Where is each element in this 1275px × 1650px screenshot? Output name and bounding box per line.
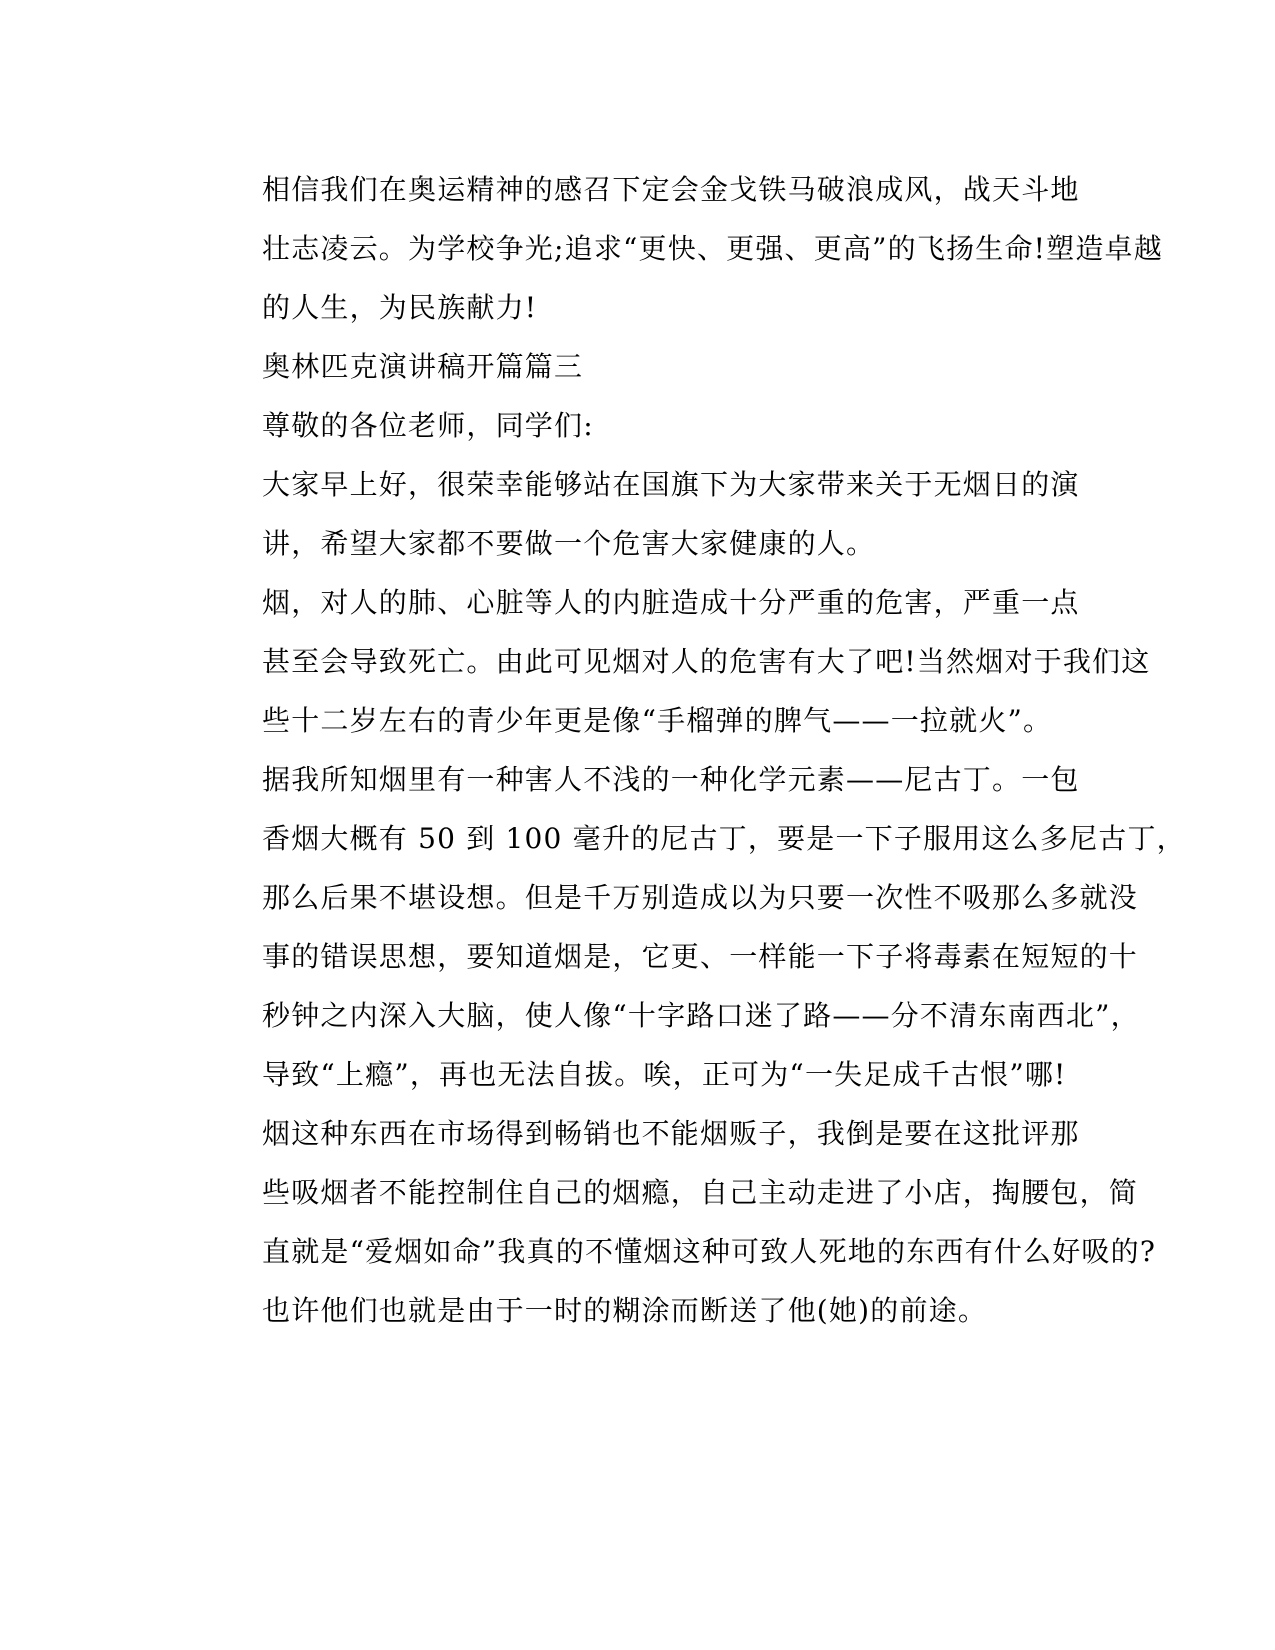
text-line: 大家早上好，很荣幸能够站在国旗下为大家带来关于无烟日的演 [262, 468, 1080, 501]
section-heading [188, 337, 1074, 396]
paragraph-nicotine [188, 750, 1186, 1104]
document-body [188, 160, 1186, 1340]
text-line: 的人生，为民族献力! [262, 291, 538, 324]
text-line: 那么后果不堪设想。但是千万别造成以为只要一次性不吸那么多就没 [262, 881, 1139, 914]
heading-text: 奥林匹克演讲稿开篇篇三 [262, 350, 584, 383]
text-line: 讲，希望大家都不要做一个危害大家健康的人。 [262, 527, 876, 560]
paragraph-olympic-spirit [188, 160, 1163, 337]
text-line: 相信我们在奥运精神的感召下定会金戈铁马破浪成风，战天斗地 [262, 173, 1080, 206]
text-line: 事的错误思想，要知道烟是，它更、一样能一下子将毒素在短短的十 [262, 940, 1139, 973]
salutation [188, 396, 1074, 455]
text-line: 秒钟之内深入大脑，使人像“十字路口迷了路——分不清东南西北”， [262, 999, 1140, 1032]
text-line: 导致“上瘾”，再也无法自拔。唉，正可为“一失足成千古恨”哪! [262, 1058, 1067, 1091]
text-line: 据我所知烟里有一种害人不浅的一种化学元素——尼古丁。一包 [262, 763, 1080, 796]
text-line: 壮志凌云。为学校争光;追求“更快、更强、更高”的飞扬生命!塑造卓越 [262, 232, 1163, 265]
paragraph-harm [188, 573, 1151, 750]
salutation-text: 尊敬的各位老师，同学们: [262, 409, 594, 442]
text-line: 甚至会导致死亡。由此可见烟对人的危害有大了吧!当然烟对于我们这 [262, 645, 1151, 678]
text-line: 直就是“爱烟如命”我真的不懂烟这种可致人死地的东西有什么好吸的? [262, 1235, 1157, 1268]
text-line: 烟，对人的肺、心脏等人的内脏造成十分严重的危害，严重一点 [262, 586, 1080, 619]
paragraph-smokers [188, 1104, 1157, 1340]
paragraph-greeting [188, 455, 1080, 573]
text-line: 也许他们也就是由于一时的糊涂而断送了他(她)的前途。 [262, 1294, 988, 1327]
text-line: 些吸烟者不能控制住自己的烟瘾，自己主动走进了小店，掏腰包，简 [262, 1176, 1139, 1209]
text-line: 香烟大概有 50 到 100 毫升的尼古丁，要是一下子服用这么多尼古丁， [262, 822, 1186, 855]
text-line: 些十二岁左右的青少年更是像“手榴弹的脾气——一拉就火”。 [262, 704, 1053, 737]
text-line: 烟这种东西在市场得到畅销也不能烟贩子，我倒是要在这批评那 [262, 1117, 1080, 1150]
